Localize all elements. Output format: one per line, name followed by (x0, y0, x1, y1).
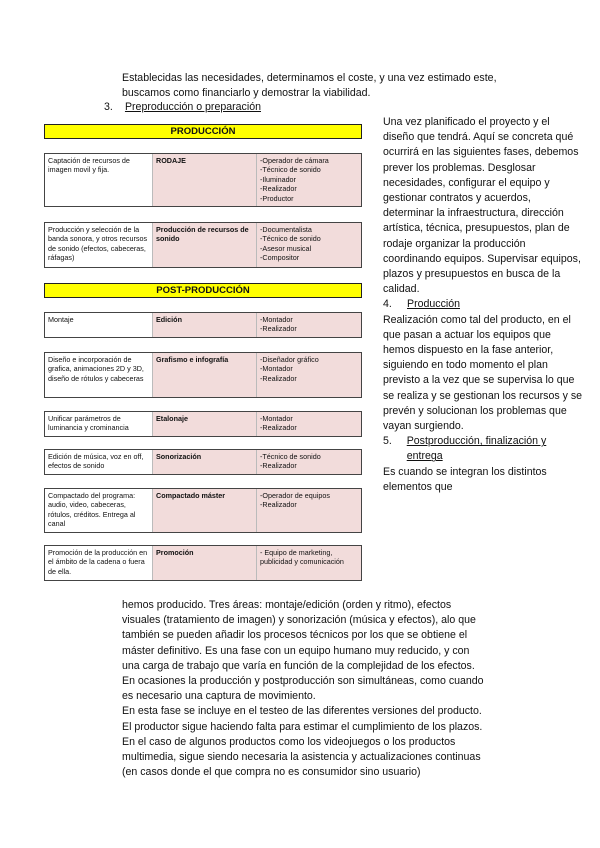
intro-paragraph: Establecidas las necesidades, determinamos el coste, y una vez estimado este, buscamos como financiarlo y demostrar la viabilidad. (122, 72, 497, 100)
right-column (383, 115, 583, 495)
role: -Realizador (260, 423, 297, 433)
section-4-heading (383, 297, 583, 312)
roles-cell (256, 223, 361, 267)
table-row (44, 222, 362, 268)
role: -Realizador (260, 324, 297, 334)
roles-cell (256, 546, 361, 580)
roles-cell (256, 450, 361, 474)
roles-cell (256, 412, 361, 436)
section-4-title: Producción (407, 298, 460, 311)
role: -Realizador (260, 373, 297, 383)
postproduccion-banner: POST-PRODUCCIÓN (44, 283, 362, 298)
bottom-text (122, 598, 486, 780)
postproduccion-paragraph: hemos producido. Tres áreas: montaje/edición (orden y ritmo), efectos visuales (tratamiento de imagen) y sonorización (música y efectos), alo que también se pueden añadir los procesos técnicos por los que se obtiene el máster definitivo. Es una fase con un equipo humano muy reducido, y con una carga de trabajo que varía en función de la complejidad de los efectos. En ocasiones la producción y postproducción son simultáneas, como cuando es necesario una captura de movimiento. (122, 599, 484, 703)
role: -Técnico de sonido (260, 165, 321, 175)
role: -Operador de equipos (260, 491, 330, 500)
phase-cell: Producción de recursos de sonido (152, 223, 256, 267)
section-4-number: 4. (383, 298, 392, 311)
section-5-number: 5. (383, 435, 392, 448)
phase-cell: Grafismo e infografía (152, 353, 256, 397)
role: -Productor (260, 193, 294, 203)
preproduccion-paragraph: Una vez planificado el proyecto y el diseño que tendrá. Aquí se concreta qué ocurrirá en las siguientes fases, debemos prever los problemas. Desglosar necesidades, configurar el equipo y gestionar contratos y acuerdos, determinar la infraestructura, dirección artística, técnica, presupuestos, plan de rodaje organizar la producción coordinando equipos. Supervisar equipos, plazos y presupuestos en busca de la calidad. (383, 116, 581, 296)
role: -Asesor musical (260, 243, 312, 253)
section-3-heading (104, 101, 261, 113)
role: -Montador (260, 414, 293, 423)
role: -Realizador (260, 461, 297, 471)
role: -Técnico de sonido (260, 234, 321, 244)
phase-cell: Compactado máster (152, 489, 256, 532)
roles-cell (256, 154, 361, 206)
task-cell: Captación de recursos de imagen movil y fija. (48, 156, 130, 175)
table-row (44, 488, 362, 533)
task-cell: Diseño e incorporación de grafica, animaciones 2D y 3D, diseño de rótulos y cabeceras (48, 355, 144, 383)
postproduccion-paragraph-start: Es cuando se integran los distintos elementos que (383, 465, 547, 493)
table-row (44, 312, 362, 338)
role: -Montador (260, 315, 293, 324)
table-row (44, 545, 362, 581)
phase-cell: Etalonaje (152, 412, 256, 436)
section-5-heading (383, 434, 583, 464)
role: -Operador de cámara (260, 156, 329, 165)
role: - Equipo de marketing, publicidad y comunicación (260, 548, 344, 567)
role: -Montador (260, 364, 293, 374)
roles-cell (256, 353, 361, 397)
task-cell: Edición de música, voz en off, efectos de sonido (48, 452, 144, 471)
phase-cell: Sonorización (152, 450, 256, 474)
phase-cell: RODAJE (152, 154, 256, 206)
table-row (44, 449, 362, 475)
phase-cell: Edición (152, 313, 256, 337)
phase-cell: Promoción (152, 546, 256, 580)
task-cell: Compactado del programa: audio, video, cabeceras, rótulos, créditos. Entrega al canal (48, 491, 136, 529)
section-3-number: 3. (104, 101, 113, 113)
role: -Realizador (260, 500, 297, 510)
roles-cell (256, 313, 361, 337)
task-cell: Promoción de la producción en el ámbito de la cadena o fuera de ella. (48, 548, 148, 576)
produccion-banner: PRODUCCIÓN (44, 124, 362, 139)
task-cell: Producción y selección de la banda sonora, y otros recursos de sonido (efectos, cabeceras, ráfagas) (48, 225, 148, 263)
table-row (44, 153, 362, 207)
role: -Compositor (260, 253, 300, 263)
produccion-paragraph: Realización como tal del producto, en el que pasan a actuar los equipos que hemos dispuesto en la fase anterior, siguiendo en todo momento el plan previsto a la vez que se supervisa lo que se realiza y se gestionan los recursos y se prevén y solucionan los problemas que vayan surgiendo. (383, 313, 583, 433)
task-cell: Unificar parámetros de luminancia y crominancia (48, 414, 129, 433)
section-3-title: Preproducción o preparación (124, 101, 261, 113)
table-row (44, 411, 362, 437)
testeo-paragraph: En esta fase se incluye en el testeo de las diferentes versiones del producto. El productor sigue haciendo falta para estimar el cumplimiento de los plazos. En el caso de algunos productos como los videojuegos o los productos multimedia, sigue siendo necesaria la asistencia y actualizaciones continuas (en casos donde el que compra no es consumidor sino usuario) (122, 705, 483, 779)
table-row (44, 352, 362, 398)
task-cell: Montaje (48, 315, 74, 324)
role: -Documentalista (260, 225, 312, 234)
role: -Iluminador (260, 174, 296, 184)
section-5-title: Postproducción, finalización y entrega (406, 435, 547, 463)
role: -Diseñador gráfico (260, 355, 319, 364)
role: -Realizador (260, 184, 297, 194)
roles-cell (256, 489, 361, 532)
role: -Técnico de sonido (260, 452, 321, 461)
